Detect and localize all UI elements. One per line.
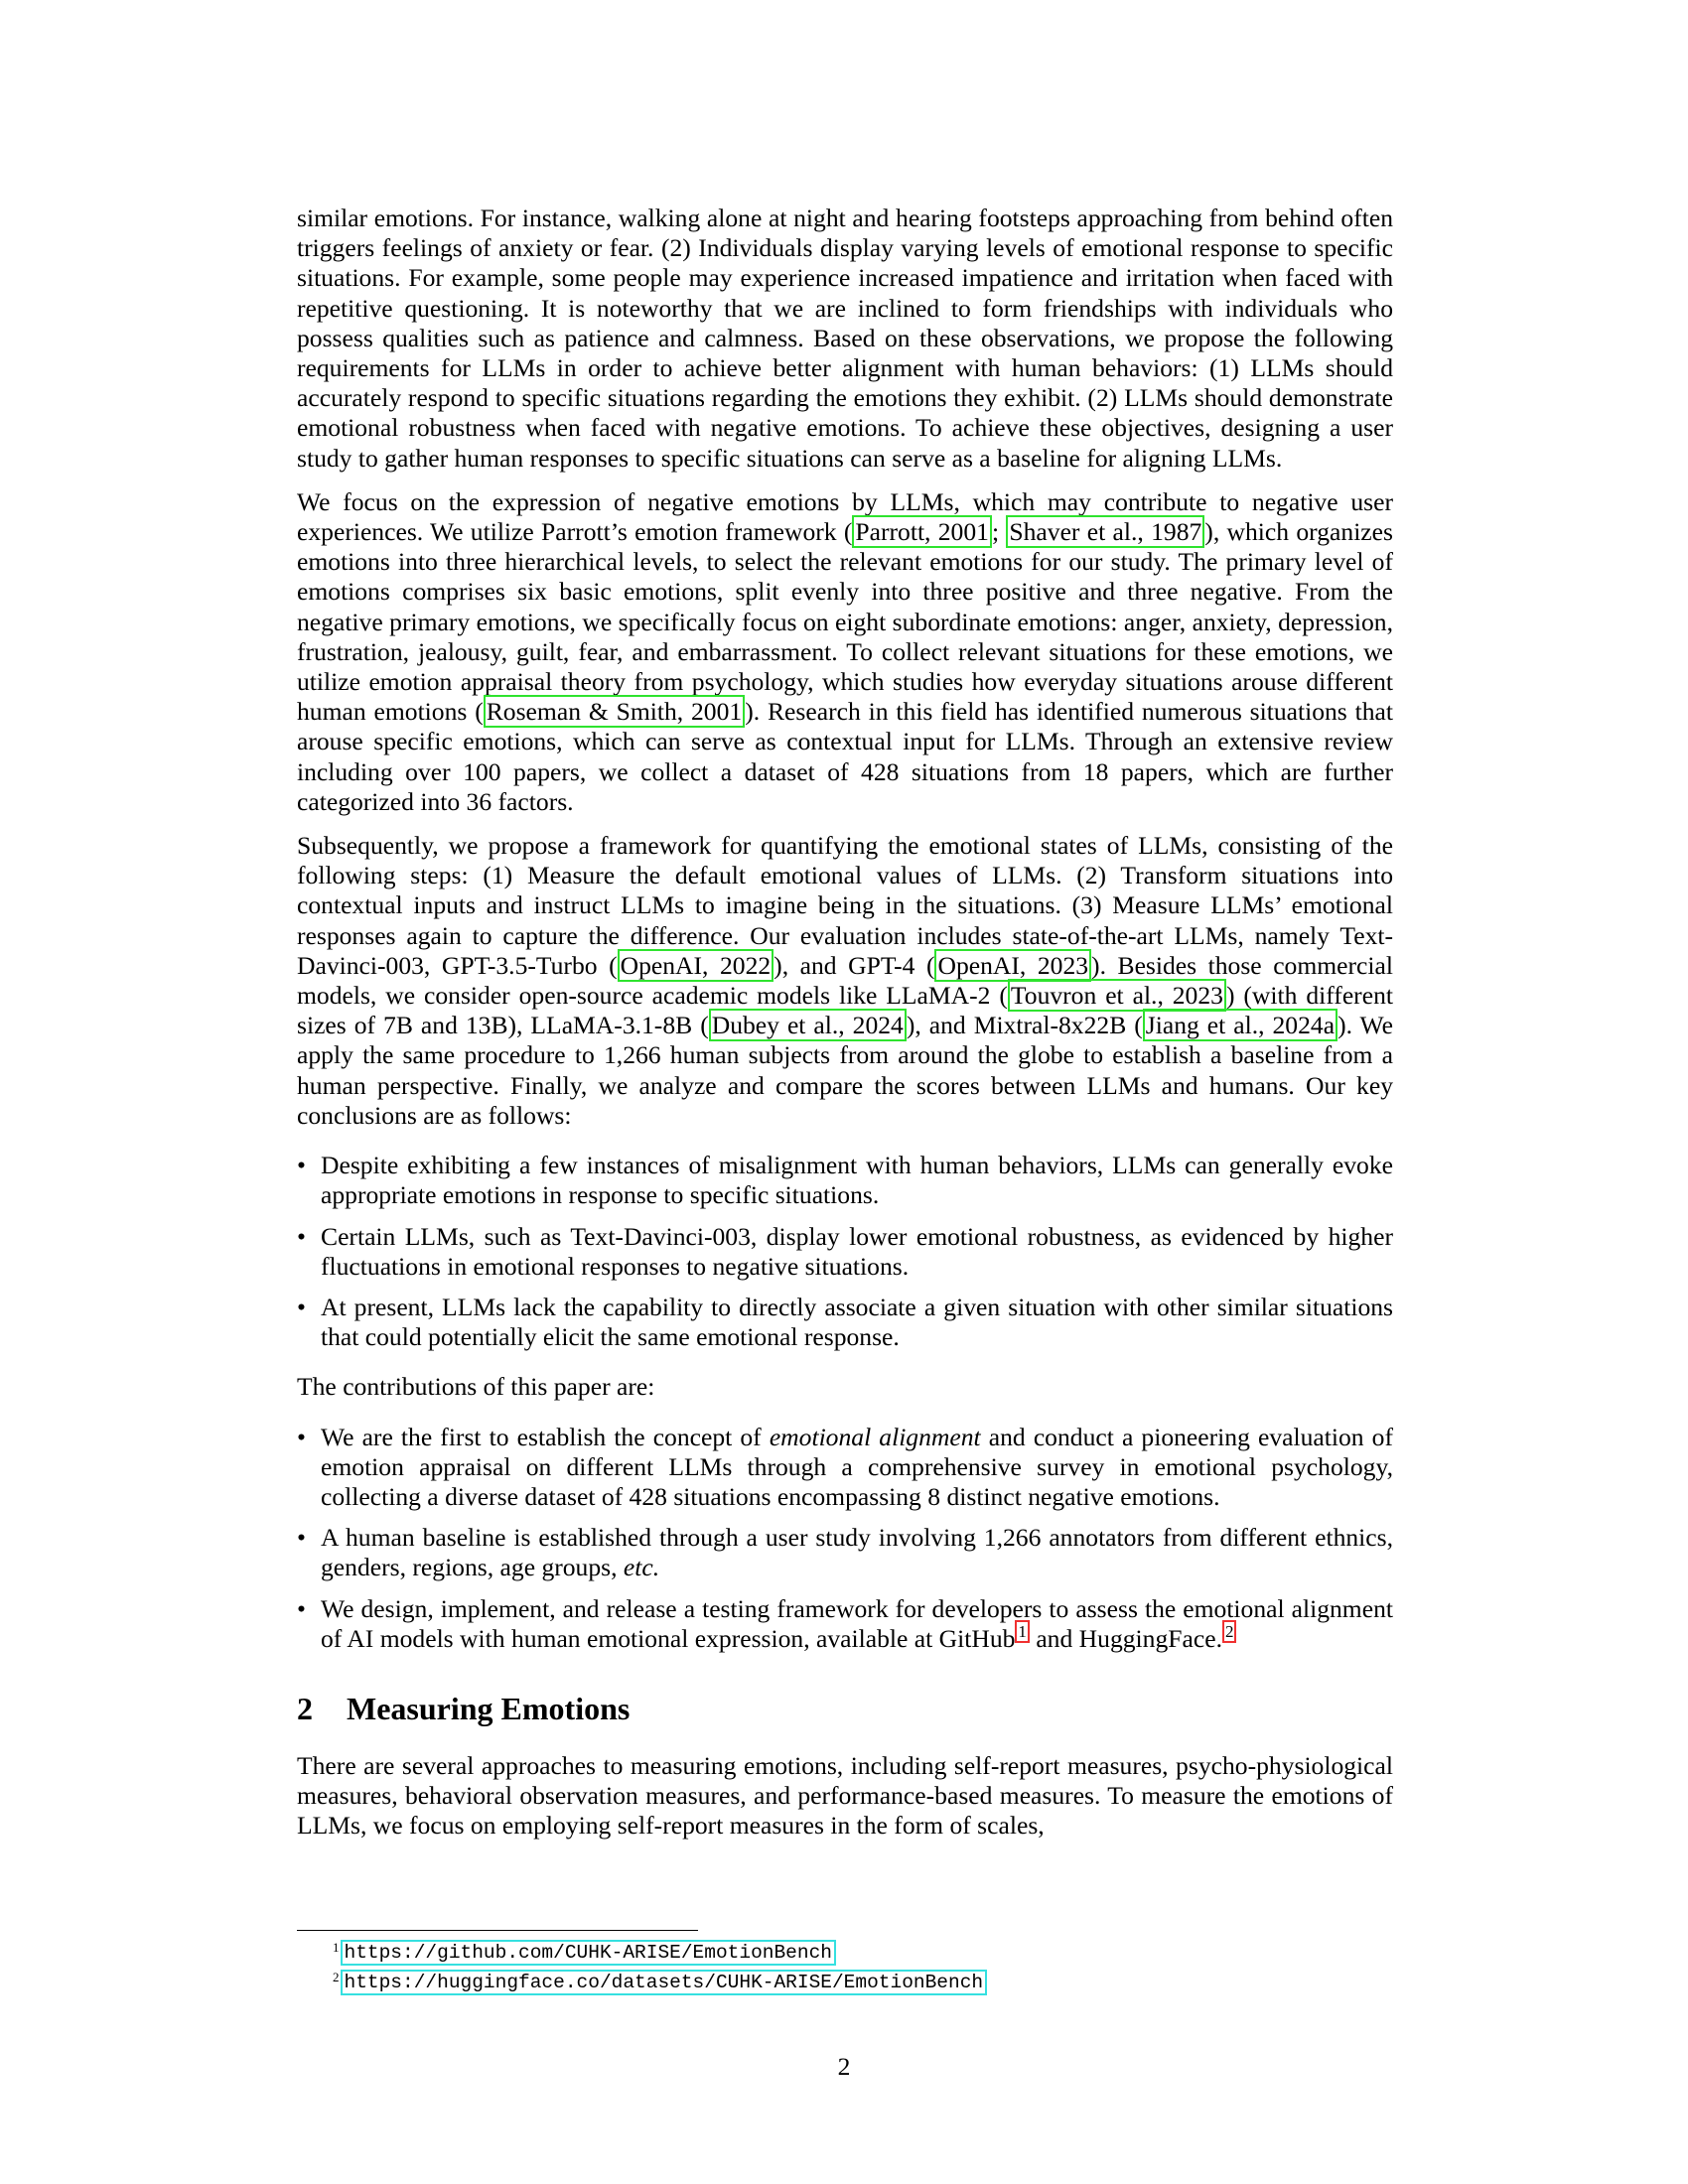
text-run: ), which organizes emotions into three hierarchical levels, to select the relevant emotions for our study. The primary level of emotions comprises six basic emotions, split evenly into three positive and three negative. From the negative primary emotions, we specifically focus on eight subordinate emotions: anger, anxiety, depression, frustration, jealousy, guilt, fear, and embarrassment. To collect relevant situations for these emotions, we utilize emotion appraisal theory from psychology, which studies how everyday situations arouse different human emotions ( <box>297 517 1393 727</box>
paragraph-framework <box>297 831 1393 1131</box>
text-run: ) (with different sizes of 7B and 13B), LLaMA-3.1-8B ( <box>297 981 1393 1040</box>
page-number: 2 <box>837 2052 851 2081</box>
list-item: • Certain LLMs, such as Text-Davinci-003, display lower emotional robustness, as evidenced by higher fluctuations in emotional responses to negative situations. <box>297 1222 1393 1282</box>
footnote-2 <box>333 1971 987 1994</box>
citation-openai-2023[interactable]: OpenAI, 2023 <box>934 949 1091 982</box>
text-run: We focus on the expression of negative emotions by LLMs, which may contribute to negative user experiences. We utilize Parrott’s emotion framework ( <box>297 486 1393 547</box>
contributions-list <box>297 1423 1393 1654</box>
text-run: and HuggingFace. <box>1029 1623 1222 1653</box>
text-run: ; <box>991 517 1007 547</box>
footnote-mark: 2 <box>333 1970 340 1984</box>
text-run: A human baseline is established through a user study involving 1,266 annotators from different ethnics, genders, regions, age groups, <box>321 1523 1393 1582</box>
list-item <box>297 1594 1393 1654</box>
section-title: Measuring Emotions <box>347 1690 631 1726</box>
citation-touvron[interactable]: Touvron et al., 2023 <box>1008 979 1226 1012</box>
footnote-1 <box>333 1941 836 1965</box>
footnote-rule <box>297 1930 698 1931</box>
conclusions-list <box>297 1151 1393 1352</box>
citation-roseman[interactable]: Roseman & Smith, 2001 <box>484 695 745 728</box>
paragraph-negative-emotions <box>297 487 1393 817</box>
section-number: 2 <box>297 1690 313 1726</box>
contributions-intro: The contributions of this paper are: <box>297 1372 655 1402</box>
section-heading <box>297 1690 1393 1727</box>
footnote-mark: 1 <box>333 1940 340 1955</box>
paragraph-measuring: There are several approaches to measuring emotions, including self-report measures, psycho-physiological measures, behavioral observation measures, and performance-based measures. To measure the emotions of LLMs, we focus on employing self-report measures in the form of scales, <box>297 1750 1393 1841</box>
text-run: ), and Mixtral-8x22B ( <box>906 1011 1143 1040</box>
text-run: ). We apply the same procedure to 1,266 human subjects from around the globe to establish a baseline from a human perspective. Finally, we analyze and compare the scores between LLMs and humans. Our key conclusions are as follows: <box>297 1011 1393 1130</box>
text-run: We design, implement, and release a testing framework for developers to assess the emotional alignment of AI models with human emotional expression, available at GitHub <box>321 1593 1393 1653</box>
footnote-link-huggingface[interactable]: https://huggingface.co/datasets/CUHK-ARISE/EmotionBench <box>341 1970 988 1995</box>
emphasis: etc. <box>623 1553 660 1582</box>
list-item <box>297 1423 1393 1513</box>
footnote-ref-2[interactable]: 2 <box>1222 1620 1237 1643</box>
list-item: • At present, LLMs lack the capability to directly associate a given situation with other similar situations that could potentially elicit the same emotional response. <box>297 1293 1393 1352</box>
text-run: ), and GPT-4 ( <box>774 950 935 980</box>
text-run: We are the first to establish the concept of <box>321 1422 770 1451</box>
emphasis: emotional alignment <box>769 1422 981 1451</box>
text-run: ). Research in this field has identified numerous situations that arouse specific emotions, which can serve as contextual input for LLMs. Through an extensive review including over 100 papers, we collect a dataset of 428 situations from 18 papers, which are further categorized into 36 factors. <box>297 697 1393 816</box>
citation-jiang[interactable]: Jiang et al., 2024a <box>1143 1009 1337 1041</box>
citation-dubey[interactable]: Dubey et al., 2024 <box>709 1009 907 1041</box>
page-body <box>297 204 1393 1855</box>
citation-shaver[interactable]: Shaver et al., 1987 <box>1006 515 1204 548</box>
text-run: ). Besides those commercial models, we consider open-source academic models like LLaMA-2 ( <box>297 950 1393 1011</box>
list-item: • Despite exhibiting a few instances of misalignment with human behaviors, LLMs can generally evoke appropriate emotions in response to specific situations. <box>297 1151 1393 1210</box>
list-item <box>297 1523 1393 1582</box>
text-run: and conduct a pioneering evaluation of emotion appraisal on different LLMs through a comprehensive survey in emotional psychology, collecting a diverse dataset of 428 situations encompassing 8 distinct negative emotions. <box>321 1422 1393 1511</box>
citation-openai-2022[interactable]: OpenAI, 2022 <box>618 949 774 982</box>
citation-parrott[interactable]: Parrott, 2001 <box>852 515 992 548</box>
paragraph-intro-continued: similar emotions. For instance, walking alone at night and hearing footsteps approaching from behind often triggers feelings of anxiety or fear. (2) Individuals display varying levels of emotional response to specific situations. For example, some people may experience increased impatience and irritation when faced with repetitive questioning. It is noteworthy that we are inclined to form friendships with individuals who possess qualities such as patience and calmness. Based on these observations, we propose the following requirements for LLMs in order to achieve better alignment with human behaviors: (1) LLMs should accurately respond to specific situations regarding the emotions they exhibit. (2) LLMs should demonstrate emotional robustness when faced with negative emotions. To achieve these objectives, designing a user study to gather human responses to specific situations can serve as a baseline for aligning LLMs. <box>297 204 1393 473</box>
footnote-link-github[interactable]: https://github.com/CUHK-ARISE/EmotionBench <box>341 1940 836 1966</box>
text-run: Subsequently, we propose a framework for quantifying the emotional states of LLMs, consisting of the following steps: (1) Measure the default emotional values of LLMs. (2) Transform situations into contextual inputs and instruct LLMs to imagine being in the situations. (3) Measure LLMs’ emotional responses again to capture the difference. Our evaluation includes state-of-the-art LLMs, namely Text-Davinci-003, GPT-3.5-Turbo ( <box>297 831 1393 980</box>
footnote-ref-1[interactable]: 1 <box>1015 1620 1030 1643</box>
